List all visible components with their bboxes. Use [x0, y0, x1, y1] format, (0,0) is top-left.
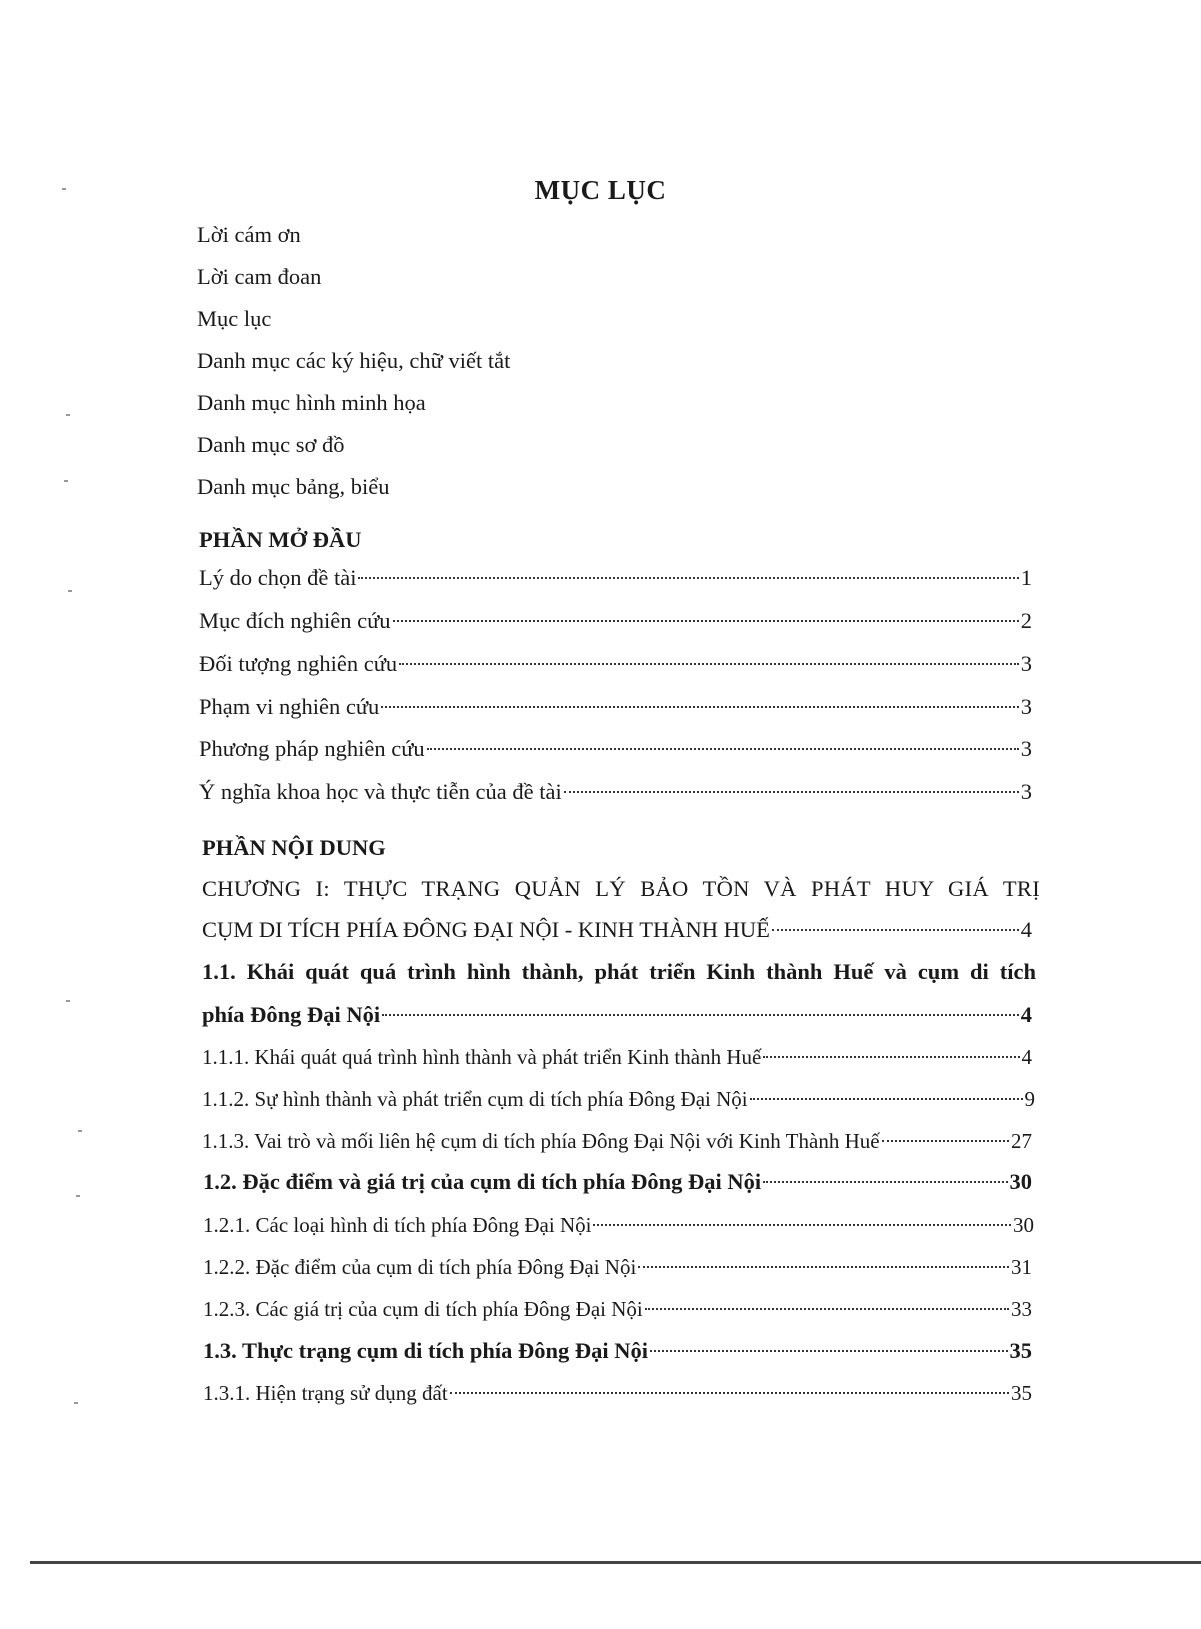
- toc-entry-page: 3: [1020, 694, 1032, 719]
- toc-entry-text: 1.2.1. Các loại hình di tích phía Đông Đại Nội: [203, 1213, 592, 1237]
- scan-speck: [64, 480, 68, 482]
- dot-leader: [393, 620, 1019, 622]
- front-matter-item: Danh mục hình minh họa: [197, 390, 426, 415]
- toc-entry-text: Phương pháp nghiên cứu: [199, 736, 425, 761]
- toc-entry-text: Ý nghĩa khoa học và thực tiễn của đề tài: [199, 779, 562, 804]
- dot-leader: [382, 1014, 1019, 1016]
- toc-entry-page: 33: [1011, 1297, 1032, 1321]
- toc-entry-page: 30: [1009, 1169, 1032, 1194]
- front-matter-item: Lời cam đoan: [197, 264, 322, 289]
- front-matter-item: Danh mục bảng, biểu: [197, 474, 390, 499]
- scan-speck: [62, 188, 66, 190]
- part-heading: PHẦN NỘI DUNG: [202, 835, 386, 860]
- toc-entry-page: 3: [1020, 736, 1032, 761]
- toc-entry-page: 1: [1020, 565, 1032, 590]
- toc-entry-page: 4: [1020, 917, 1032, 942]
- toc-entry-text: Đối tượng nghiên cứu: [199, 651, 398, 676]
- front-matter-item: Danh mục các ký hiệu, chữ viết tắt: [197, 348, 511, 373]
- toc-entry-text: 1.3.1. Hiện trạng sử dụng đất: [203, 1381, 448, 1405]
- dot-leader: [650, 1350, 1007, 1352]
- toc-entry-text: Phạm vi nghiên cứu: [199, 694, 380, 719]
- toc-entry: [199, 606, 1032, 636]
- toc-entry: [199, 734, 1032, 764]
- toc-entry-page: 35: [1009, 1338, 1032, 1363]
- toc-entry-chapter: [202, 915, 1032, 945]
- dot-leader: [645, 1308, 1009, 1310]
- toc-entry: [202, 1042, 1032, 1072]
- toc-entry: [203, 1294, 1032, 1324]
- scan-speck: [74, 1402, 78, 1404]
- toc-entry-section: [203, 1336, 1032, 1366]
- toc-entry-page: 31: [1011, 1255, 1032, 1279]
- toc-entry-page: 30: [1013, 1213, 1034, 1237]
- scan-speck: [66, 1000, 70, 1002]
- front-matter-item: Danh mục sơ đồ: [197, 432, 345, 457]
- dot-leader: [750, 1098, 1023, 1100]
- dot-leader: [358, 577, 1018, 579]
- toc-entry-text: 1.2. Đặc điểm và giá trị của cụm di tích phía Đông Đại Nội: [203, 1169, 762, 1194]
- dot-leader: [450, 1392, 1009, 1394]
- dot-leader: [593, 1224, 1011, 1226]
- dot-leader: [638, 1266, 1009, 1268]
- toc-entry-text: 1.2.3. Các giá trị của cụm di tích phía Đông Đại Nội: [203, 1297, 643, 1321]
- toc-entry-section: [202, 1000, 1032, 1030]
- toc-entry-page: 2: [1020, 608, 1032, 633]
- scan-speck: [76, 1195, 80, 1197]
- toc-entry: [203, 1210, 1034, 1240]
- dot-leader: [399, 663, 1019, 665]
- toc-entry-text: Lý do chọn đề tài: [199, 565, 357, 590]
- dot-leader: [763, 1056, 1019, 1058]
- part-heading: PHẦN MỞ ĐẦU: [199, 527, 362, 552]
- toc-entry: [199, 777, 1032, 807]
- dot-leader: [763, 1181, 1007, 1183]
- scan-speck: [66, 414, 70, 416]
- section-title-line1: 1.1. Khái quát quá trình hình thành, phát triển Kinh thành Huế và cụm di tích: [202, 959, 1036, 984]
- dot-leader: [381, 706, 1018, 708]
- front-matter-item: Mục lục: [197, 306, 272, 331]
- toc-entry: [202, 1126, 1032, 1156]
- toc-entry-text: 1.1.1. Khái quát quá trình hình thành và phát triển Kinh thành Huế: [202, 1045, 762, 1069]
- toc-entry-page: 3: [1020, 651, 1032, 676]
- dot-leader: [564, 791, 1019, 793]
- toc-entry: [199, 692, 1032, 722]
- scan-speck: [78, 1130, 82, 1132]
- toc-entry-section: [203, 1167, 1032, 1197]
- toc-entry: [199, 649, 1032, 679]
- toc-entry-page: 3: [1020, 779, 1032, 804]
- toc-entry-page: 27: [1011, 1129, 1032, 1153]
- toc-entry: [199, 563, 1032, 593]
- toc-entry-text: Mục đích nghiên cứu: [199, 608, 391, 633]
- dot-leader: [427, 748, 1019, 750]
- toc-entry: [203, 1252, 1032, 1282]
- toc-entry: [202, 1084, 1035, 1114]
- page-title: MỤC LỤC: [534, 175, 667, 205]
- scan-speck: [68, 590, 72, 592]
- toc-entry-page: 4: [1020, 1002, 1032, 1027]
- bottom-rule: [30, 1561, 1201, 1564]
- front-matter-item: Lời cám ơn: [197, 222, 301, 247]
- dot-leader: [882, 1140, 1009, 1142]
- toc-entry-text: phía Đông Đại Nội: [202, 1002, 381, 1027]
- toc-entry-text: 1.2.2. Đặc điểm của cụm di tích phía Đông Đại Nội: [203, 1255, 637, 1279]
- toc-entry-text: 1.1.3. Vai trò và mối liên hệ cụm di tích phía Đông Đại Nội với Kinh Thành Huế: [202, 1129, 880, 1153]
- toc-entry-page: 4: [1021, 1045, 1032, 1069]
- dot-leader: [772, 929, 1019, 931]
- toc-entry-text: CỤM DI TÍCH PHÍA ĐÔNG ĐẠI NỘI - KINH THÀNH HUẾ: [202, 917, 770, 942]
- toc-entry-text: 1.3. Thực trạng cụm di tích phía Đông Đại Nội: [203, 1338, 649, 1363]
- toc-entry: [203, 1378, 1032, 1408]
- toc-entry-page: 35: [1011, 1381, 1032, 1405]
- chapter-title-line1: CHƯƠNG I: THỰC TRẠNG QUẢN LÝ BẢO TỒN VÀ PHÁT HUY GIÁ TRỊ: [202, 876, 1040, 901]
- toc-entry-text: 1.1.2. Sự hình thành và phát triển cụm di tích phía Đông Đại Nội: [202, 1087, 748, 1111]
- toc-entry-page: 9: [1024, 1087, 1035, 1111]
